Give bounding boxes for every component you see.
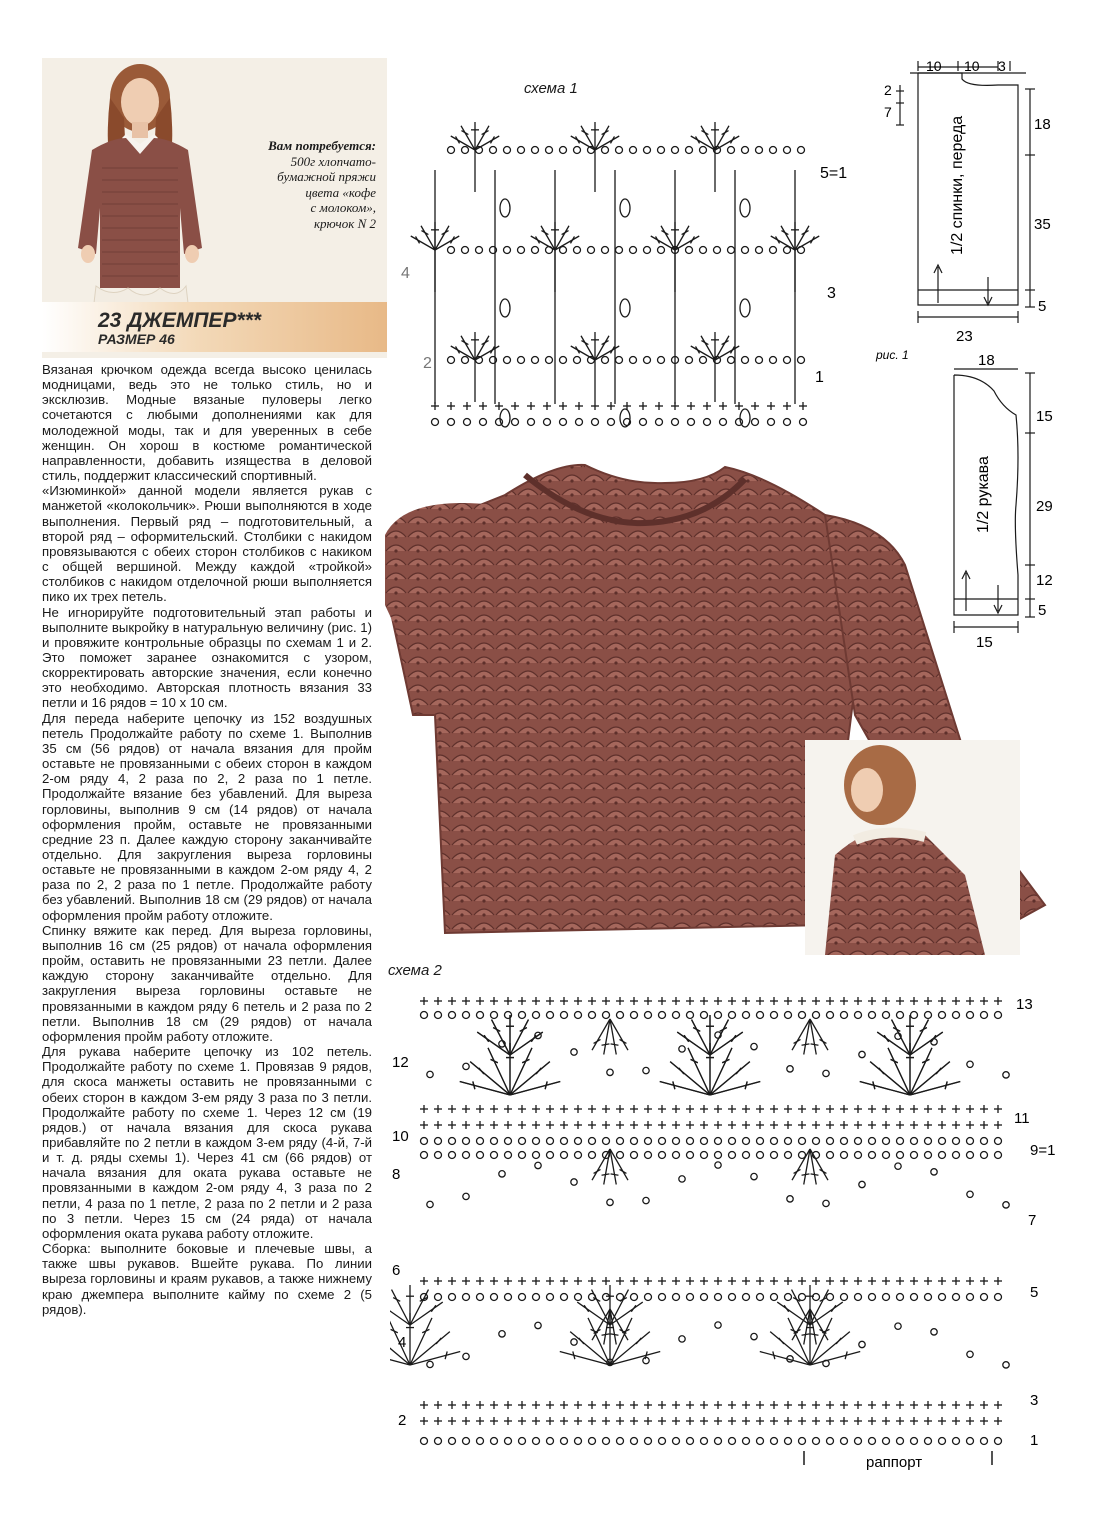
body-top-dim: 3 (998, 58, 1006, 74)
sweater-photo (385, 455, 1055, 960)
materials-line: цвета «кофе (305, 184, 376, 200)
scheme2-diagram (390, 985, 1070, 1485)
body-right-dim: 35 (1034, 216, 1051, 233)
scheme2-row-label: 3 (1030, 1392, 1039, 1409)
scheme2-row-label: 5 (1030, 1284, 1039, 1301)
scheme2-row-label: 10 (392, 1128, 409, 1145)
article-paragraph: Для переда наберите цепочку из 152 воздушных петель Продолжайте работу по схеме 1. Выполнив 35 см (56 рядов) от начала вязания для пройм оставьте не провязанными с обеих сторон в каждом 2-ом ряду 4, 2 раза по 2, 2 раза по 1 петле. Продолжайте вязание без убавлений. Для выреза горловины, выполнив 9 см (14 рядов) от начала оформления пройм, оставьте не провязанными средние 23 п. Далее каждую сторону заканчивайте отдельно. Для закругления выреза горловины оставьте не провязанными в каждом 2-ом ряду 4, 2 раза по 2, 2 раза по 1 петле. Продолжайте работу без убавлений. Выполнив 18 см (29 рядов) от начала оформления пройм работу отложите. (42, 710, 372, 923)
materials-line: с молоком», (310, 200, 376, 215)
scheme1-caption: схема 1 (524, 80, 578, 97)
body-piece-label: 1/2 спинки, переда (949, 115, 966, 255)
project-title: 23 ДЖЕМПЕР*** (98, 309, 261, 332)
scheme1-row-label: 2 (423, 355, 432, 372)
article-paragraph: «Изюминкой» данной модели является рукав с манжетой «колокольчик». Рюши выполняются в ходе выполнения. Первый ряд – подготовительный, а второй ряд – оформительский. Столбики с накидом провязываются с обеих сторон столбиков с накиком с общей вершиной. Между каждой «тройкой» столбиков с накидом отделочной рюши выполняется пико их трех петель. (42, 483, 372, 605)
body-right-dim: 5 (1038, 298, 1047, 315)
scheme1-row-label: 1 (815, 369, 824, 386)
scheme2-row-label: 9=1 (1030, 1142, 1056, 1159)
body-right-dim: 18 (1034, 116, 1051, 133)
scheme2-row-label: 6 (392, 1262, 401, 1279)
sleeve-right-dim: 12 (1036, 572, 1053, 589)
article-paragraph: Сборка: выполните боковые и плечевые швы, а также швы рукавов. Вшейте рукава. По линии выреза горловины и краям рукавов, а также нижнему краю джемпера выполните кайму по схеме 2 (5 рядов). (42, 1241, 372, 1317)
sleeve-right-dim: 5 (1038, 602, 1047, 619)
body-bottom-dim: 23 (956, 328, 973, 345)
sleeve-piece-label: 1/2 рукава (975, 456, 992, 533)
sleeve-right-dim: 29 (1036, 498, 1053, 515)
article-paragraph: Вязаная крючком одежда всегда высоко ценилась модницами, ведь это не только стиль, но и эксклюзив. Модные вязаные пуловеры легко сочетаются с любыми дополнениями как для молодежной моды, так и для уверенных в себе женщин. Он хорош в костюме романтической направленности, добавить изящества в деловой стиль, поддержит классический спортивный. (42, 362, 372, 484)
sleeve-right-dim: 15 (1036, 408, 1053, 425)
materials-title: Вам потребуется: (268, 138, 376, 153)
repeat-label: раппорт (866, 1454, 923, 1471)
scheme2-row-label: 2 (398, 1412, 407, 1429)
scheme2-row-label: 1 (1030, 1432, 1039, 1449)
scheme2-row-label: 13 (1016, 996, 1033, 1013)
materials-line: крючок N 2 (313, 215, 376, 231)
scheme2-row-label: 8 (392, 1166, 401, 1183)
article-text (42, 362, 372, 1317)
article-paragraph: Для рукава наберите цепочку из 102 петель. Продолжайте работу по схеме 1. Провязав 9 рядов, для скоса манжеты оставить не провязанными с обеих сторон в каждом 3-ем ряду 3 раза по 3 петли. Продолжайте работу по схеме 1. Через 12 см (19 рядов.) от начала вязания для скоса рукава прибавляйте по 2 петли в каждом 3-ем ряду (4-й, 7-й и т. д. ряды схемы 1). Через 41 см (66 рядов) от начала вязания для оката рукава оставьте не провязанными в каждом 2-ом ряду 4, 3 раза по 2 петли, 4 раза по 1 петле, 2 раза по 2 петли и 2 раза по 3 петли. Через 15 см (24 ряда) от начала оформления оката рукава работу отложите. (42, 1044, 372, 1241)
scheme2-row-label: 11 (1014, 1110, 1030, 1127)
body-top-dim: 10 (964, 58, 980, 74)
scheme1-diagram (395, 110, 865, 430)
scheme2-caption: схема 2 (388, 962, 442, 979)
sleeve-top-dim: 18 (978, 352, 995, 369)
model-photo (52, 58, 227, 320)
sleeve-bottom-dim: 15 (976, 634, 993, 651)
body-top-dim: 10 (926, 58, 942, 74)
scheme1-row-label: 5=1 (820, 165, 848, 182)
scheme2-row-label: 4 (398, 1334, 407, 1351)
article-paragraph: Не игнорируйте подготовительный этап работы и выполните выкройку в натуральную величину (рис. 1) и провяжите контрольные образцы по схемам 1 и 2. Это поможет заранее ознакомится с узором, скорректировать авторские значения, если конечно это необходимо. Авторская плотность вязания 33 петли и 16 рядов = 10 x 10 см. (42, 604, 372, 711)
body-left-dim: 2 (884, 82, 892, 98)
scheme2-row-label: 7 (1028, 1212, 1037, 1229)
materials-line: 500г хлопчато- (290, 153, 376, 169)
materials-line: бумажной пряжи (277, 169, 376, 184)
size-label: РАЗМЕР 46 (98, 331, 175, 347)
materials-list (208, 138, 376, 231)
scheme1-row-label: 3 (827, 285, 836, 302)
pattern-caption: рис. 1 (876, 348, 909, 362)
scheme1-row-label: 4 (401, 265, 410, 282)
body-left-dim: 7 (884, 104, 892, 120)
article-paragraph: Спинку вяжите как перед. Для выреза горловины, выполнив 16 см (25 рядов) от начала оформления пройм, оставить не провязанными 23 петли. Далее каждую сторону заканчивайте отдельно. Для закругления выреза горловины оставьте не провязанными в каждом ряду 6 петель и 2 раза по 2 петли. Выполнив 18 см (29 рядов) от начала оформления пройм работу отложите. (42, 922, 372, 1044)
scheme2-row-label: 12 (392, 1054, 409, 1071)
